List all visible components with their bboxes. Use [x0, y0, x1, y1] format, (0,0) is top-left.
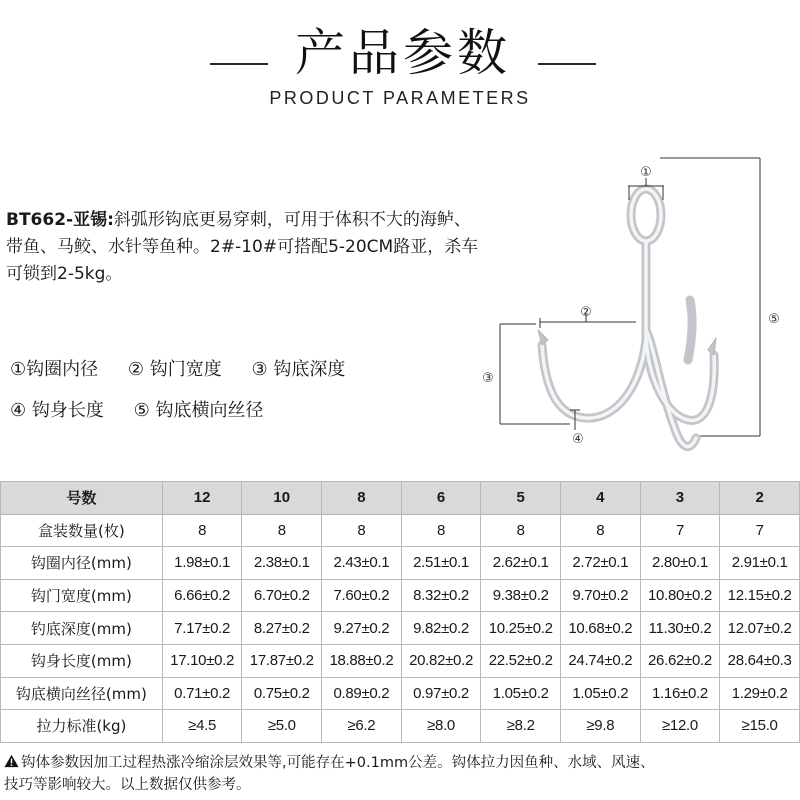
row-label: 钩圈内径(mm): [1, 547, 163, 580]
table-cell: ≥6.2: [322, 710, 402, 743]
table-row: [1, 612, 800, 645]
size-col-header: 8: [322, 482, 402, 515]
table-cell: 2.62±0.1: [481, 547, 561, 580]
table-cell: 11.30±0.2: [640, 612, 720, 645]
table-row: [1, 547, 800, 580]
table-cell: 8: [162, 514, 242, 547]
warning-icon: [4, 754, 19, 768]
table-cell: 22.52±0.2: [481, 644, 561, 677]
table-cell: 2.43±0.1: [322, 547, 402, 580]
table-header-label: 号数: [1, 482, 163, 515]
table-cell: ≥4.5: [162, 710, 242, 743]
table-cell: 26.62±0.2: [640, 644, 720, 677]
header-left-rule: [210, 63, 268, 65]
table-cell: 0.89±0.2: [322, 677, 402, 710]
table-row: [1, 644, 800, 677]
disclaimer-line-2: 技巧等影响较大。以上数据仅供参考。: [4, 777, 251, 793]
disclaimer-line-1: 钩体参数因加工过程热涨冷缩涂层效果等,可能存在+0.1mm公差。钩体拉力因鱼种、水域、风速、: [21, 755, 655, 771]
spec-table: [0, 481, 800, 743]
table-cell: 2.72±0.1: [561, 547, 641, 580]
size-col-header: 6: [401, 482, 481, 515]
table-cell: ≥9.8: [561, 710, 641, 743]
label-2: ②: [580, 305, 592, 320]
table-row: [1, 710, 800, 743]
row-label: 钩底横向丝径(mm): [1, 677, 163, 710]
table-cell: ≥8.0: [401, 710, 481, 743]
row-label: 钩门宽度(mm): [1, 579, 163, 612]
table-cell: 2.51±0.1: [401, 547, 481, 580]
label-4: ④: [572, 432, 584, 447]
product-description-text: 斜弧形钩底更易穿刺，可用于体积不大的海鲈、带鱼、马鲛、水针等鱼种。2#-10#可搭配5-20CM路亚，杀车可锁到2-5kg。: [6, 210, 479, 284]
size-col-header: 12: [162, 482, 242, 515]
table-cell: ≥15.0: [720, 710, 800, 743]
table-cell: 8: [322, 514, 402, 547]
table-cell: 8: [481, 514, 561, 547]
table-cell: 1.29±0.2: [720, 677, 800, 710]
product-model: BT662-亚锡:: [6, 210, 114, 230]
label-1: ①: [640, 165, 652, 180]
row-label: 钩身长度(mm): [1, 644, 163, 677]
row-label: 拉力标准(kg): [1, 710, 163, 743]
table-cell: 28.64±0.3: [720, 644, 800, 677]
hook-illustration: [538, 189, 716, 447]
legend-item-wire-diameter: ⑤ 钩底横向丝径: [133, 400, 264, 421]
table-cell: 2.38±0.1: [242, 547, 322, 580]
table-cell: 7.60±0.2: [322, 579, 402, 612]
table-cell: 8: [561, 514, 641, 547]
size-col-header: 5: [481, 482, 561, 515]
table-cell: 7: [640, 514, 720, 547]
table-cell: 1.05±0.2: [561, 677, 641, 710]
table-cell: 24.74±0.2: [561, 644, 641, 677]
table-cell: 8.27±0.2: [242, 612, 322, 645]
legend-item-bend-depth: ③ 钩底深度: [251, 359, 346, 380]
table-cell: ≥5.0: [242, 710, 322, 743]
table-cell: 6.70±0.2: [242, 579, 322, 612]
table-cell: 10.80±0.2: [640, 579, 720, 612]
table-row: [1, 514, 800, 547]
table-cell: 9.27±0.2: [322, 612, 402, 645]
row-label: 钓底深度(mm): [1, 612, 163, 645]
header-right-rule: [538, 63, 596, 65]
table-cell: 1.05±0.2: [481, 677, 561, 710]
table-cell: 0.97±0.2: [401, 677, 481, 710]
label-5: ⑤: [768, 312, 780, 327]
table-cell: 10.68±0.2: [561, 612, 641, 645]
table-row: [1, 677, 800, 710]
table-cell: 18.88±0.2: [322, 644, 402, 677]
row-label: 盒装数量(枚): [1, 514, 163, 547]
table-cell: ≥8.2: [481, 710, 561, 743]
legend-item-ring-inner-diameter: ①钩圈内径: [10, 359, 99, 380]
size-col-header: 2: [720, 482, 800, 515]
table-cell: 10.25±0.2: [481, 612, 561, 645]
table-cell: 7.17±0.2: [162, 612, 242, 645]
table-cell: 8.32±0.2: [401, 579, 481, 612]
table-cell: 9.38±0.2: [481, 579, 561, 612]
treble-hook-diagram: [470, 150, 800, 460]
table-cell: 9.70±0.2: [561, 579, 641, 612]
table-cell: 17.87±0.2: [242, 644, 322, 677]
legend-row-2: [10, 399, 430, 423]
legend-item-shank-length: ④ 钩身长度: [10, 400, 104, 421]
legend-item-gap-width: ② 钩门宽度: [127, 359, 222, 380]
table-cell: 12.15±0.2: [720, 579, 800, 612]
page-title: 产品参数: [295, 24, 511, 82]
table-body: [1, 514, 800, 742]
table-cell: 0.71±0.2: [162, 677, 242, 710]
table-header-row: [1, 482, 800, 515]
legend-row-1: [10, 358, 430, 382]
product-description: [6, 207, 486, 288]
table-cell: 8: [242, 514, 322, 547]
table-cell: 2.80±0.1: [640, 547, 720, 580]
page-subtitle: PRODUCT PARAMETERS: [269, 88, 531, 108]
table-cell: 12.07±0.2: [720, 612, 800, 645]
table-cell: 9.82±0.2: [401, 612, 481, 645]
table-cell: 20.82±0.2: [401, 644, 481, 677]
table-cell: 8: [401, 514, 481, 547]
disclaimer-note: [4, 752, 800, 796]
table-cell: ≥12.0: [640, 710, 720, 743]
table-cell: 7: [720, 514, 800, 547]
size-col-header: 4: [561, 482, 641, 515]
table-cell: 17.10±0.2: [162, 644, 242, 677]
table-row: [1, 579, 800, 612]
label-3: ③: [482, 371, 494, 386]
size-col-header: 3: [640, 482, 720, 515]
table-cell: 2.91±0.1: [720, 547, 800, 580]
table-cell: 1.16±0.2: [640, 677, 720, 710]
table-cell: 6.66±0.2: [162, 579, 242, 612]
size-col-header: 10: [242, 482, 322, 515]
table-cell: 1.98±0.1: [162, 547, 242, 580]
table-cell: 0.75±0.2: [242, 677, 322, 710]
